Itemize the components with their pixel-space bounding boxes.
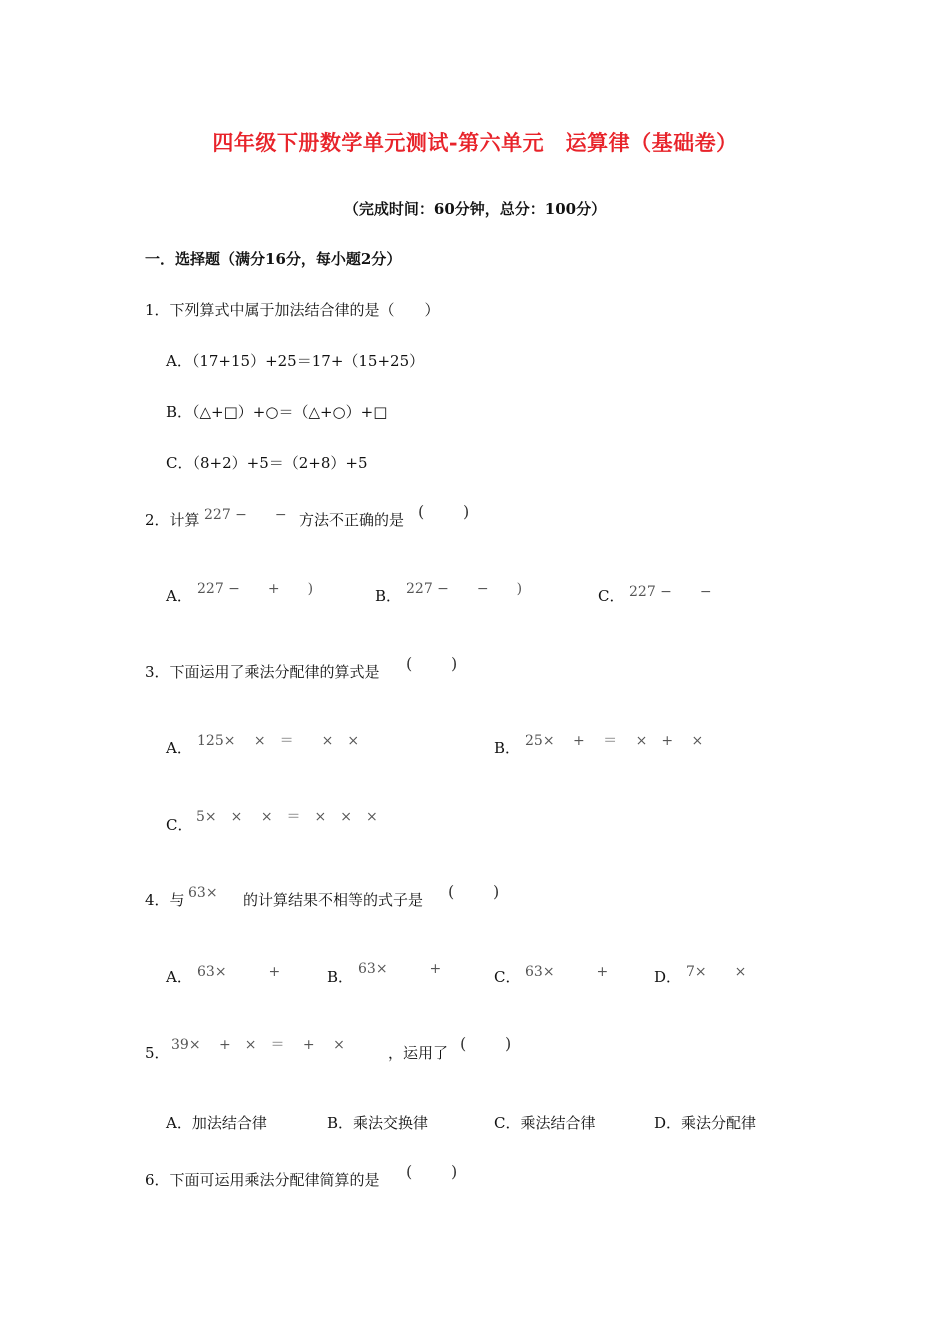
question-5-option-d: D．乘法分配律 — [654, 1114, 757, 1132]
question-5-expression: 39× + × ＝ + × — [171, 1037, 345, 1053]
answer-paren-open: ( — [460, 1034, 467, 1053]
question-4-option-b-expr: 63× + — [358, 961, 442, 977]
question-3-option-a-label: A． — [166, 739, 192, 757]
question-2-number: 2．计算 — [145, 511, 200, 529]
answer-paren-close: ) — [463, 502, 470, 521]
question-2-option-a-label: A． — [166, 587, 192, 605]
exam-info: （完成时间：60分钟，总分：100分） — [343, 200, 607, 218]
question-1-option-a: A．（17+15）+25＝17+（15+25） — [166, 352, 425, 370]
question-1-stem: 1．下列算式中属于加法结合律的是（ ） — [145, 301, 440, 319]
page-title: 四年级下册数学单元测试-第六单元 运算律（基础卷） — [212, 130, 738, 155]
question-4-option-a-expr: 63× + — [197, 964, 281, 980]
question-3-option-b-expr: 25× + ＝ × + × — [525, 733, 704, 749]
question-4-text: 的计算结果不相等的式子是 — [243, 891, 424, 909]
question-1-option-c: C．（8+2）+5＝（2+8）+5 — [166, 454, 368, 472]
question-6-stem: 6．下面可运用乘法分配律简算的是 — [145, 1171, 380, 1189]
question-2-option-c-label: C． — [598, 587, 625, 605]
question-5-option-a: A．加法结合律 — [166, 1114, 267, 1132]
question-4-option-d-expr: 7× × — [686, 964, 747, 980]
question-4-option-c-expr: 63× + — [525, 964, 609, 980]
question-2-option-c-expr: 227 − − — [629, 584, 712, 600]
question-4-option-d-label: D． — [654, 968, 682, 986]
answer-paren-close: ) — [505, 1034, 512, 1053]
question-4-expression: 63× — [188, 885, 218, 901]
answer-paren-close: ) — [493, 882, 500, 901]
question-4-option-b-label: B． — [327, 968, 354, 986]
question-1-option-b: B．（△+□）+○＝（△+○）+□ — [166, 403, 388, 421]
question-3-option-b-label: B． — [494, 739, 521, 757]
question-5-option-b: B．乘法交换律 — [327, 1114, 429, 1132]
question-3-stem: 3．下面运用了乘法分配律的算式是 — [145, 663, 380, 681]
answer-paren-open: ( — [406, 1162, 413, 1181]
question-5-text: ，运用了 — [388, 1044, 449, 1062]
question-2-option-b-label: B． — [375, 587, 402, 605]
question-4-option-a-label: A． — [166, 968, 192, 986]
question-5-number: 5． — [145, 1044, 170, 1062]
question-2-expression: 227 − − — [204, 507, 287, 523]
answer-paren-open: ( — [418, 502, 425, 521]
answer-paren-close: ) — [451, 1162, 458, 1181]
answer-paren-open: ( — [448, 882, 455, 901]
question-4-option-c-label: C． — [494, 968, 521, 986]
question-2-option-a-expr: 227 − + ) — [197, 581, 314, 597]
question-2-option-b-expr: 227 − − ) — [406, 581, 523, 597]
answer-paren-close: ) — [451, 654, 458, 673]
question-3-option-c-label: C． — [166, 816, 193, 834]
section-heading: 一．选择题（满分16分，每小题2分） — [145, 250, 402, 268]
question-4-number: 4．与 — [145, 891, 185, 909]
question-2-text: 方法不正确的是 — [299, 511, 405, 529]
answer-paren-open: ( — [406, 654, 413, 673]
question-5-option-c: C．乘法结合律 — [494, 1114, 596, 1132]
question-3-option-a-expr: 125× × ＝ × × — [197, 733, 360, 749]
question-3-option-c-expr: 5× × × ＝ × × × — [196, 809, 378, 825]
